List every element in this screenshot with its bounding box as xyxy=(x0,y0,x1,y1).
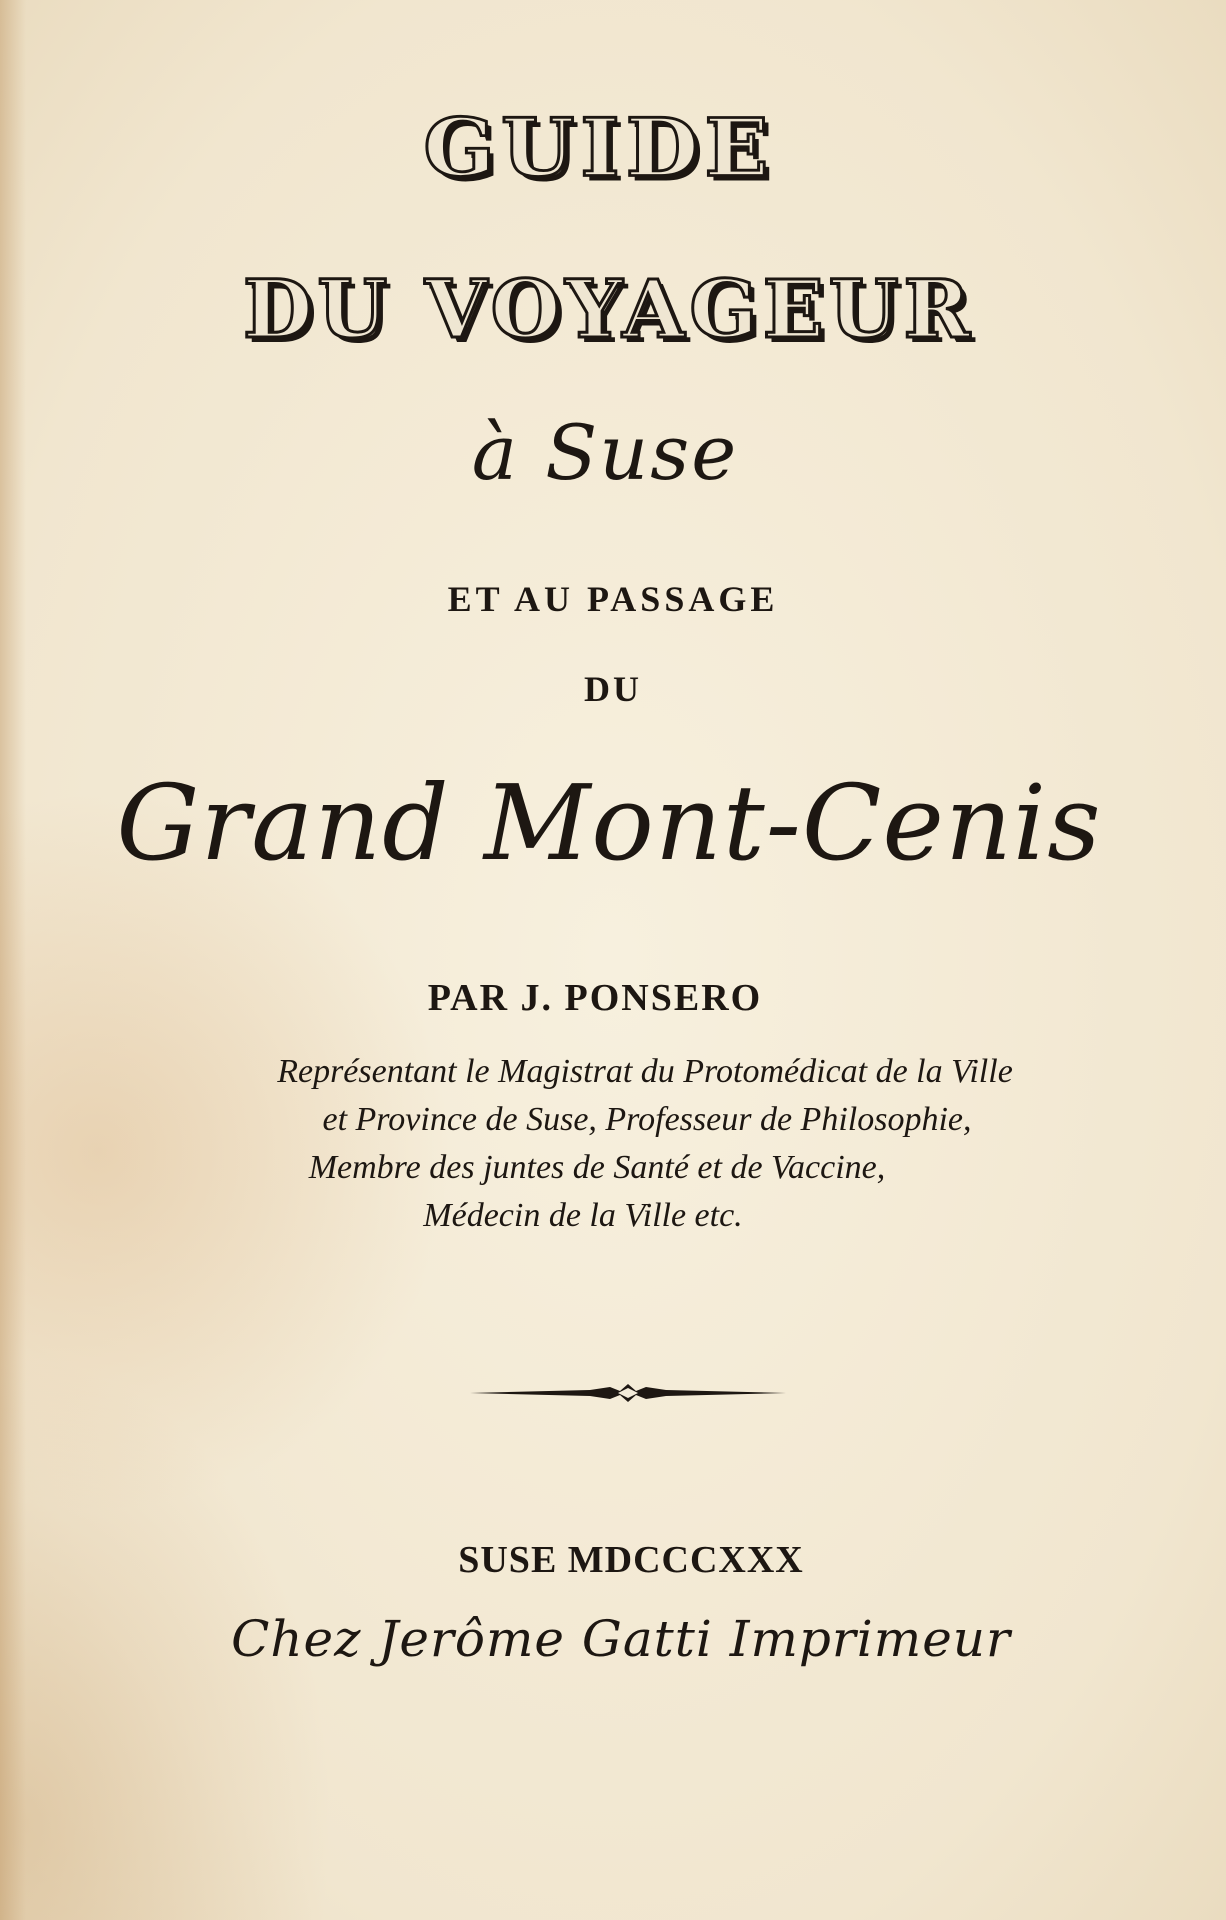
imprint-printer: Chez Jerôme Gatti Imprimeur xyxy=(231,1610,1011,1668)
title-guide: GUIDE xyxy=(423,100,775,195)
credential-line: et Province de Suse, Professeur de Philosophie, xyxy=(322,1101,972,1138)
title-grand-mont-cenis: Grand Mont-Cenis xyxy=(116,762,1102,884)
title-et-au-passage: ET AU PASSAGE xyxy=(447,579,779,619)
title-du-voyageur: DU VOYAGEUR xyxy=(243,262,975,356)
title-du: DU xyxy=(584,669,642,709)
author-credentials xyxy=(0,1048,1226,1240)
title-a-suse: à Suse xyxy=(471,408,739,497)
imprint-place-date: SUSE MDCCCXXX xyxy=(458,1539,804,1581)
divider-ornament xyxy=(470,1378,786,1408)
credential-line: Médecin de la Ville etc. xyxy=(423,1197,743,1234)
author-byline: PAR J. PONSERO xyxy=(427,977,763,1019)
credential-line: Membre des juntes de Santé et de Vaccine, xyxy=(308,1149,886,1186)
credential-line: Représentant le Magistrat du Protomédicat de la Ville xyxy=(277,1053,1013,1090)
